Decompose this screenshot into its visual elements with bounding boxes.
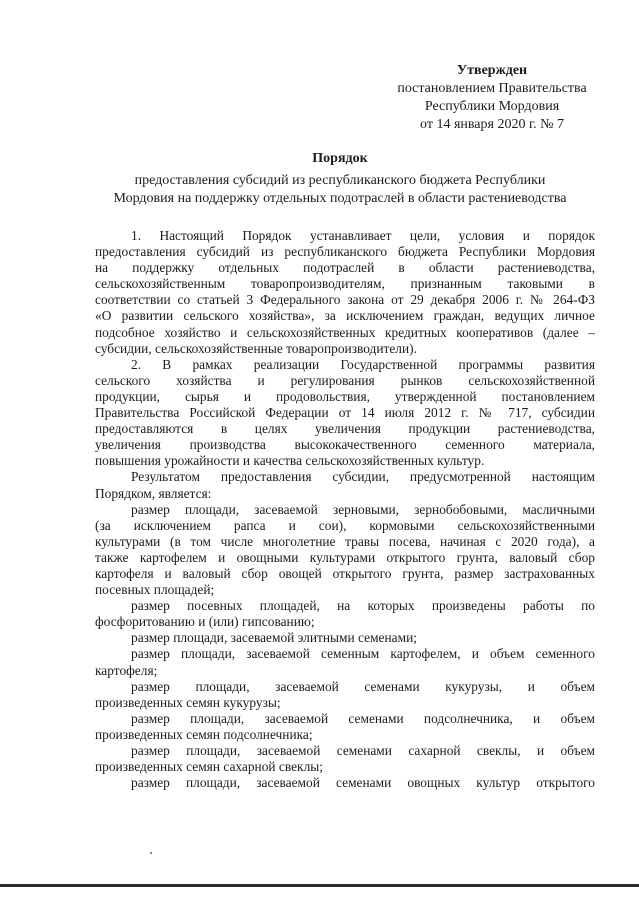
text-line: увеличения производства высококачественного семенного материала,: [95, 437, 595, 453]
text-line: «О развитии сельского хозяйства», за исключением граждан, ведущих личное: [95, 308, 595, 324]
text-line: повышения урожайности и качества сельскохозяйственных культур.: [95, 453, 485, 469]
title-line: предоставления субсидий из республиканского бюджета Республики: [134, 173, 546, 188]
text-line: также картофелем и овощными культурами открытого грунта, валовый сбор: [95, 549, 595, 565]
text-line: размер посевных площадей, на которых произведены работы по: [131, 598, 595, 614]
approval-block: [392, 62, 592, 134]
title-line: Мордовия на поддержку отдельных подотраслей в области растениеводства: [113, 191, 567, 206]
scan-speck: [150, 852, 152, 854]
text-line: сельскохозяйственным товаропроизводителям, признанным таковыми в: [95, 276, 595, 292]
approval-line: от 14 января 2020 г. № 7: [420, 117, 564, 132]
text-line: субсидии, сельскохозяйственные товаропроизводители).: [95, 340, 417, 356]
approval-line: Республики Мордовия: [424, 99, 560, 114]
text-line: Порядком, является:: [95, 485, 212, 501]
text-line: Результатом предоставления субсидии, предусмотренной настоящим: [131, 469, 595, 485]
text-line: сельского хозяйства и регулирования рынков сельскохозяйственной: [95, 372, 595, 388]
document-body: [95, 228, 595, 791]
text-line: на поддержку отдельных подотраслей в области растениеводства,: [95, 260, 595, 276]
text-line: размер площади, засеваемой семенным картофелем, и объем семенного: [131, 646, 595, 662]
text-line: картофеля и валовый сбор овощей открытого грунта, размер застрахованных: [95, 565, 595, 581]
text-line: размер площади, засеваемой элитными семенами;: [131, 630, 417, 646]
text-line: произведенных семян кукурузы;: [95, 694, 281, 710]
scan-edge-line: [0, 884, 639, 887]
text-line: картофеля;: [95, 662, 158, 678]
text-line: предоставления субсидий из республиканского бюджета Республики Мордовия: [95, 244, 595, 260]
text-line: произведенных семян сахарной свеклы;: [95, 759, 323, 775]
text-line: соответствии со статьей 3 Федерального закона от 29 декабря 2006 г. № 264-ФЗ: [95, 292, 595, 308]
title-heading: Порядок: [312, 151, 368, 166]
approval-heading: Утвержден: [456, 63, 528, 78]
text-line: (за исключением рапса и сои), кормовыми сельскохозяйственными: [95, 517, 595, 533]
approval-line: постановлением Правительства: [397, 81, 587, 96]
text-line: фосфоритованию и (или) гипсованию;: [95, 614, 315, 630]
text-line: размер площади, засеваемой зерновыми, зернобобовыми, масличными: [131, 501, 595, 517]
text-line: подсобное хозяйство и сельскохозяйственных кредитных кооперативов (далее –: [95, 324, 595, 340]
document-title: [70, 150, 610, 208]
text-line: размер площади, засеваемой семенами овощных культур открытого: [131, 775, 595, 791]
text-line: культурами (в том числе многолетние травы посева, начиная с 2020 года), а: [95, 533, 595, 549]
text-line: произведенных семян подсолнечника;: [95, 726, 313, 742]
text-line: предоставляются в целях увеличения продукции растениеводства,: [95, 421, 595, 437]
text-line: 2. В рамках реализации Государственной программы развития: [131, 356, 595, 372]
text-line: Правительства Российской Федерации от 14 июля 2012 г. № 717, субсидии: [95, 405, 595, 421]
text-line: продукции, сырья и продовольствия, утвержденной постановлением: [95, 388, 595, 404]
text-line: размер площади, засеваемой семенами кукурузы, и объем: [131, 678, 595, 694]
text-line: размер площади, засеваемой семенами сахарной свеклы, и объем: [131, 743, 595, 758]
text-line: 1. Настоящий Порядок устанавливает цели, условия и порядок: [131, 228, 595, 243]
text-line: размер площади, засеваемой семенами подсолнечника, и объем: [131, 710, 595, 726]
text-line: посевных площадей;: [95, 582, 215, 598]
